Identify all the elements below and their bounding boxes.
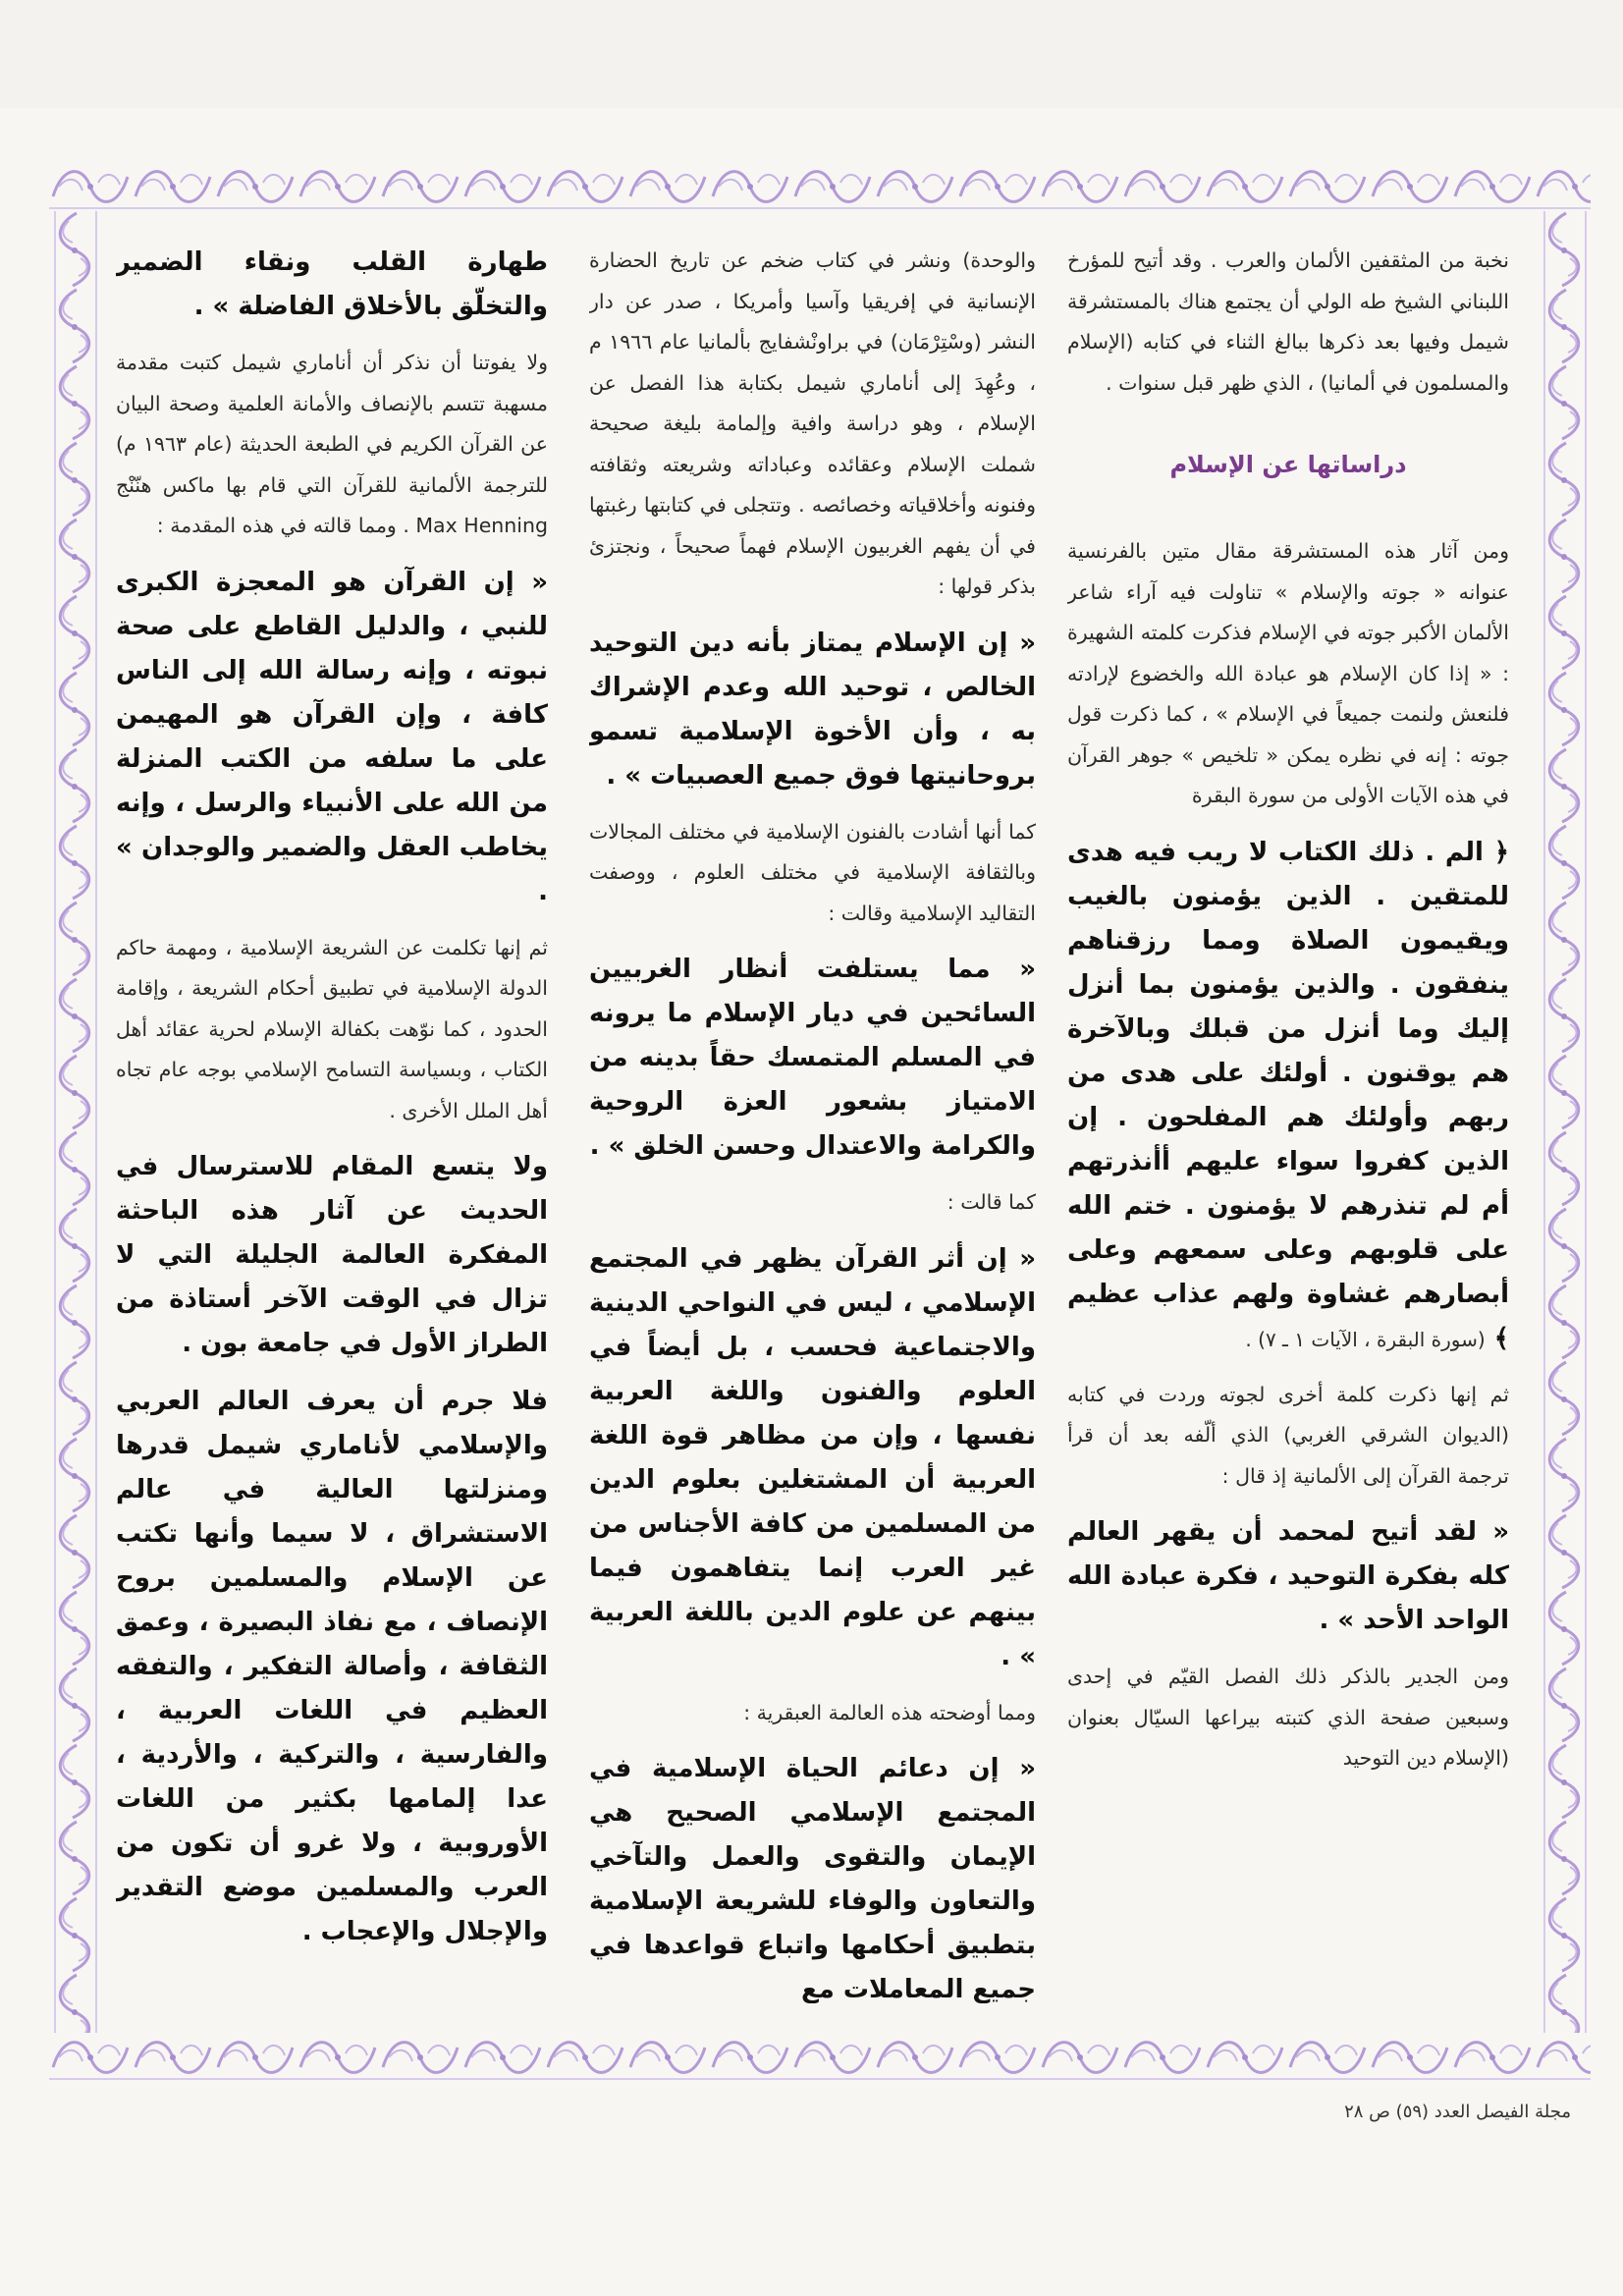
paragraph: ومما أوضحته هذه العالمة العبقرية : bbox=[743, 1700, 1036, 1724]
page-footer: مجلة الفيصل العدد (٥٩) ص ٢٨ bbox=[1344, 2102, 1571, 2122]
paragraph: كما أنها أشادت بالفنون الإسلامية في مختلف المجالات وبالثقافة الإسلامية في مختلف العلوم ، ووصفت التقاليد الإسلامية وقالت : bbox=[589, 819, 1036, 925]
ornament-border-bottom bbox=[49, 2028, 1591, 2087]
paragraph: ولا يفوتنا أن نذكر أن أناماري شيمل كتبت مقدمة مسهبة تتسم بالإنصاف والأمانة العلمية وصحة البيان عن القرآن الكريم في الطبعة الحديثة (عام ١٩٦٣ م) للترجمة الألمانية للقرآن التي قام بها ماكس هنّنْج Max Henning . ومما قالته في هذه المقدمة : bbox=[116, 351, 548, 537]
bold-quote: طهارة القلب ونقاء الضمير والتخلّق بالأخلاق الفاضلة » . bbox=[116, 247, 548, 321]
bold-quote: « إن القرآن هو المعجزة الكبرى للنبي ، والدليل القاطع على صحة نبوته ، وإنه رسالة الله إلى الناس كافة ، وإن القرآن هو المهيمن على ما سلفه من الكتب المنزلة من الله على الأنبياء والرسل ، وإنه يخاطب العقل والضمير والوجدان » . bbox=[116, 567, 548, 906]
bold-quote: « إن دعائم الحياة الإسلامية في المجتمع الإسلامي الصحيح هي الإيمان والتقوى والعمل والتآخي والتعاون والوفاء للشريعة الإسلامية بتطبيق أحكامها واتباع قواعدها في جميع المعاملات مع bbox=[589, 1754, 1036, 2003]
bold-quote: « إن أثر القرآن يظهر في المجتمع الإسلامي ، ليس في النواحي الدينية والاجتماعية فحسب ، بل أيضاً في العلوم والفنون واللغة العربية نفسها ، وإن من مظاهر قوة اللغة العربية أن المشتغلين بعلوم الدين من المسلمين من كافة الأجناس من غير العرب إنما يتفاهمون فيما بينهم عن علوم الدين باللغة العربية » . bbox=[589, 1243, 1036, 1671]
paragraph: ومن الجدير بالذكر ذلك الفصل القيّم في إحدى وسبعين صفحة الذي كتبته بيراعها السيّال بعنوان (الإسلام دين التوحيد bbox=[1067, 1665, 1509, 1770]
quote-reference: (سورة البقرة ، الآيات ١ ـ ٧) . bbox=[1245, 1327, 1486, 1351]
goethe-quote: « لقد أتيح لمحمد أن يقهر العالم كله بفكرة التوحيد ، فكرة عبادة الله الواحد الأحد » . bbox=[1067, 1517, 1509, 1635]
paragraph: ثم إنها ذكرت كلمة أخرى لجوته وردت في كتابه (الديوان الشرقي الغربي) الذي ألّفه بعد أن قرأ ترجمة القرآن إلى الألمانية إذ قال : bbox=[1067, 1382, 1509, 1488]
ornament-border-right bbox=[1537, 211, 1594, 2033]
bold-quote: « إن الإسلام يمتاز بأنه دين التوحيد الخالص ، توحيد الله وعدم الإشراك به ، وأن الأخوة الإسلامية تسمو بروحانيتها فوق جميع العصبيات » . bbox=[589, 628, 1036, 791]
paragraph: ومن آثار هذه المستشرقة مقال متين بالفرنسية عنوانه « جوته والإسلام » تناولت فيه آراء شاعر الألمان الأكبر جوته في الإسلام فذكرت كلمته الشهيرة : « إذا كان الإسلام هو عبادة الله والخضوع لإرادته فلنعش ولنمت جميعاً في الإسلام » ، كما ذكرت قول جوته : إنه في نظره يمكن « تلخيص » جوهر القرآن في هذه الآيات الأولى من سورة البقرة bbox=[1067, 539, 1509, 807]
section-heading: دراساتها عن الإسلام bbox=[1169, 451, 1407, 478]
bold-paragraph: ولا يتسع المقام للاسترسال في الحديث عن آثار هذه الباحثة المفكرة العالمة الجليلة التي لا تزال في الوقت الآخر أستاذة من الطراز الأول في جامعة بون . bbox=[116, 1152, 548, 1358]
quran-quote bbox=[1067, 831, 1509, 1361]
quote-text: ﴿ الم . ذلك الكتاب لا ريب فيه هدى للمتقين . الذين يؤمنون بالغيب ويقيمون الصلاة ومما رزقناهم ينفقون . والذين يؤمنون بما أنزل إليك وما أنزل من قبلك وبالآخرة هم يوقنون . أولئك على هدى من ربهم وأولئك هم المفلحون . إن الذين كفروا سواء عليهم أأنذرتهم أم لم تنذرهم لا يؤمنون . ختم الله على قلوبهم وعلى سمعهم وعلى أبصارهم غشاوة ولهم عذاب عظيم ﴾ bbox=[1067, 837, 1509, 1353]
paragraph: ثم إنها تكلمت عن الشريعة الإسلامية ، ومهمة حاكم الدولة الإسلامية في تطبيق أحكام الشريعة ، وإقامة الحدود ، كما نوّهت بكفالة الإسلام لحرية عقائد أهل الكتاب ، وبسياسة التسامح الإسلامي بوجه عام تجاه أهل الملل الأخرى . bbox=[116, 935, 548, 1122]
bold-quote: « مما يستلفت أنظار الغربيين السائحين في ديار الإسلام ما يرونه في المسلم المتمسك حقاً بدينه من الامتياز بشعور العزة الروحية والكرامة والاعتدال وحسن الخلق » . bbox=[589, 955, 1036, 1161]
text-column-middle bbox=[589, 241, 1036, 2003]
ornament-border-left bbox=[47, 211, 104, 2033]
ornament-border-top bbox=[49, 157, 1591, 216]
text-column-left bbox=[116, 241, 548, 2003]
paragraph: نخبة من المثقفين الألمان والعرب . وقد أتيح للمؤرخ اللبناني الشيخ طه الولي أن يجتمع هناك بالمستشرقة شيمل وفيها بعد ذكرها ببالغ الثناء في كتابه (الإسلام والمسلمون في ألمانيا) ، الذي ظهر قبل سنوات . bbox=[1067, 248, 1509, 395]
text-column-right bbox=[1067, 241, 1509, 2003]
paragraph: والوحدة) ونشر في كتاب ضخم عن تاريخ الحضارة الإنسانية في إفريقيا وآسيا وأمريكا ، صدر عن دار النشر (وسْتِرْمَان) في براونْشفايج بألمانيا عام ١٩٦٦ م ، وعُهِدَ إلى أناماري شيمل بكتابة هذا الفصل عن الإسلام ، وهو دراسة وافية وإلمامة بليغة صحيحة شملت الإسلام وعقائده وعباداته وشريعته وثقافته وفنونه وأخلاقياته وخصائصه . وتتجلى في كتابتها رغبتها في أن يفهم الغربيون الإسلام فهماً صحيحاً ، ونجتزئ بذكر قولها : bbox=[589, 248, 1036, 598]
paragraph: كما قالت : bbox=[947, 1190, 1036, 1214]
page-top-edge bbox=[0, 0, 1623, 108]
bold-paragraph: فلا جرم أن يعرف العالم العربي والإسلامي لأناماري شيمل قدرها ومنزلتها العالية في عالم الاستشراق ، لا سيما وأنها تكتب عن الإسلام والمسلمين بروح الإنصاف ، مع نفاذ البصيرة ، وعمق الثقافة ، وأصالة التفكير ، والتفقه العظيم في اللغات العربية ، والفارسية ، والتركية ، والأردية ، عدا إلمامها بكثير من اللغات الأوروبية ، ولا غرو أن تكون من العرب والمسلمين موضع التقدير والإجلال والإعجاب . bbox=[116, 1387, 548, 1946]
